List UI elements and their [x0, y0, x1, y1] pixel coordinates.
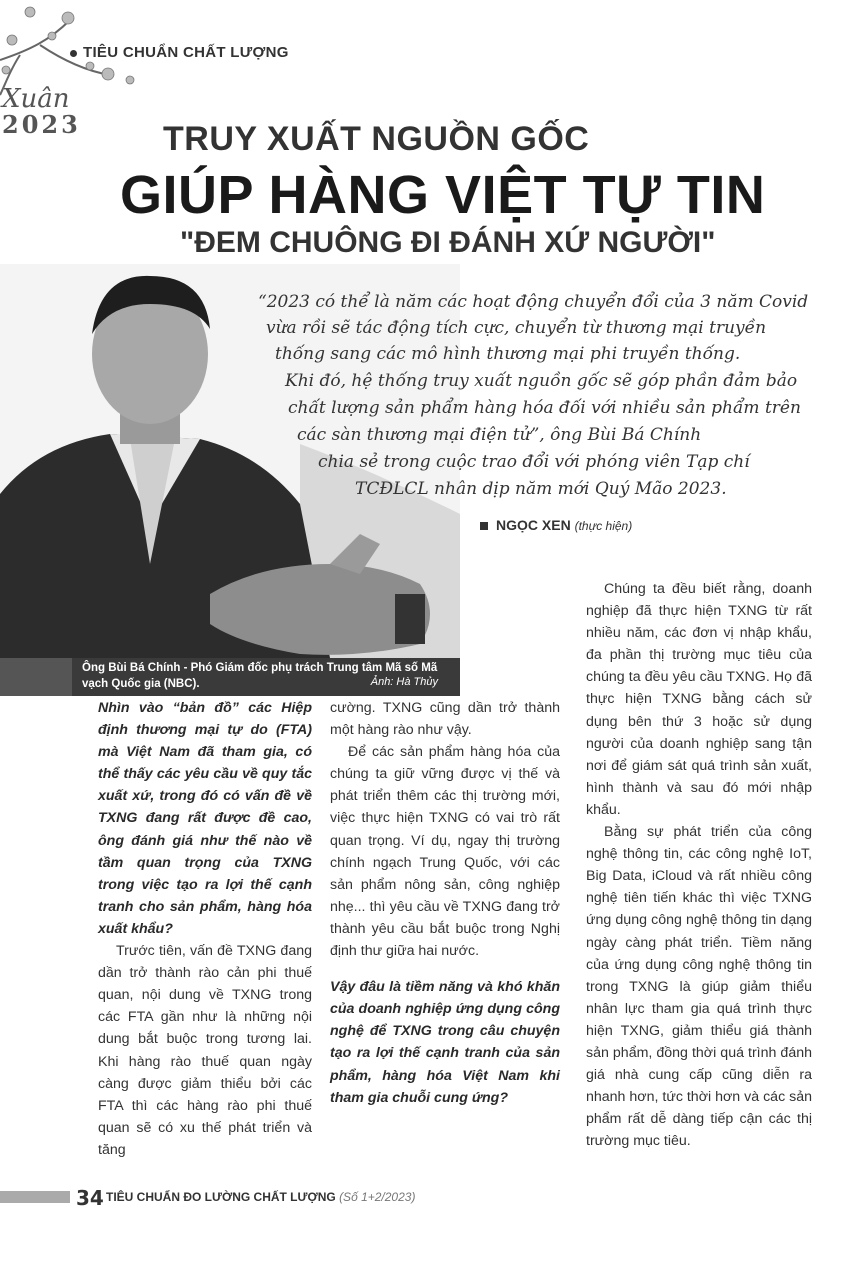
quote-line: vừa rồi sẽ tác động tích cực, chuyển từ thương mại truyền: [266, 318, 767, 338]
headline-line-2: GIÚP HÀNG VIỆT TỰ TIN: [120, 165, 766, 225]
quote-line: Khi đó, hệ thống truy xuất nguồn gốc sẽ góp phần đảm bảo: [285, 371, 798, 391]
page-number: 34: [76, 1186, 104, 1210]
bullet-icon: [70, 50, 77, 57]
photo-caption: Ông Bùi Bá Chính - Phó Giám đốc phụ trách Trung tâm Mã số Mã vạch Quốc gia (NBC).: [82, 662, 438, 690]
article-paragraph: Để các sản phẩm hàng hóa của chúng ta giữ vững được vị thế và phát triển thêm các thị trường mới, việc thực hiện TXNG có vai trò rất quan trọng. Ví dụ, ngay thị trường chính ngạch Trung Quốc, với các sản phẩm nông sản, công nghiệp nhẹ... thì yêu cầu về TXNG đang trở thành yêu cầu bắt buộc trong Nghị định thư giữa hai nước.: [330, 744, 560, 960]
quote-line: TCĐLCL nhân dịp năm mới Quý Mão 2023.: [355, 479, 727, 499]
quote-line: chia sẻ trong cuộc trao đổi với phóng viên Tạp chí: [318, 452, 750, 472]
author-role: (thực hiện): [574, 519, 633, 533]
magazine-name: [106, 1190, 415, 1204]
article-paragraph: Bằng sự phát triển của công nghệ thông tin, các công nghệ IoT, Big Data, iCloud và rất nhiều công nghệ tiên tiến khác thì việc TXNG ứng dụng công nghệ thông tin dạng ngày càng phát triển. Tiềm năng của ứng dụng công nghệ thông tin trong TXNG là giúp giảm thiểu nhân lực tham gia quá trình thực hiện TXNG, giảm thiểu giá thành sản phẩm, đồng thời quá trình đánh giá nhà cung cấp cũng diễn ra nhanh hơn, tức thời hơn và các sản phẩm rất dễ dàng tiếp cận các thị trường mục tiêu.: [586, 824, 812, 1150]
section-tag: [70, 44, 289, 61]
square-bullet-icon: [480, 522, 488, 530]
article-paragraph: Chúng ta đều biết rằng, doanh nghiệp đã thực hiện TXNG từ rất nhiều năm, các đơn vị nhập khẩu, đa phần thị trường mục tiêu của chúng ta đều yêu cầu TXNG. Họ đã thực hiện TXNG bằng cách sử dụng bên thứ 3 hoặc sử dụng người của doanh nghiệp sang tận nơi để giám sát quá trình sản xuất, hình thành và sau đó mới nhập khẩu.: [586, 581, 812, 818]
caption-tab: [0, 658, 72, 696]
photo-credit: Ảnh: Hà Thủy: [370, 676, 438, 688]
magazine-title: TIÊU CHUẨN ĐO LƯỜNG CHẤT LƯỢNG: [106, 1190, 336, 1204]
section-label: TIÊU CHUẨN CHẤT LƯỢNG: [83, 44, 289, 61]
interview-question: Nhìn vào “bản đồ” các Hiệp định thương mại tự do (FTA) mà Việt Nam đã tham gia, có thể thấy các yêu cầu về quy tắc xuất xứ, trong đó có vấn đề về TXNG đang rất được đề cao, ông đánh giá như thế nào về tầm quan trọng của TXNG trong việc tạo ra lợi thế cạnh tranh cho sản phẩm, hàng hóa xuất khẩu?: [98, 700, 312, 937]
interview-question: Vậy đâu là tiềm năng và khó khăn của doanh nghiệp ứng dụng công nghệ để TXNG trong câu chuyện tạo ra lợi thế cạnh tranh của sản phẩm, hàng hóa Việt Nam khi tham gia chuỗi cung ứng?: [330, 979, 560, 1106]
issue-number: (Số 1+2/2023): [339, 1190, 416, 1204]
footer-bar: [0, 1191, 70, 1203]
article-paragraph: cường. TXNG cũng dần trở thành một hàng rào như vậy.: [330, 700, 560, 739]
page-footer: [0, 1186, 865, 1208]
xuan-year: 2023: [2, 110, 81, 139]
xuan-word: Xuân: [2, 84, 70, 114]
article-column-1: [98, 697, 312, 1161]
quote-line: các sàn thương mại điện tử”, ông Bùi Bá Chính: [297, 425, 702, 445]
quote-line: “2023 có thể là năm các hoạt động chuyển đổi của 3 năm Covid: [258, 292, 809, 312]
article-column-2: [330, 697, 560, 1109]
article-column-3: [586, 578, 812, 1152]
quote-line: chất lượng sản phẩm hàng hóa đối với nhiều sản phẩm trên: [288, 398, 801, 418]
article-paragraph: Trước tiên, vấn đề TXNG đang dần trở thành rào cản phi thuế quan, nội dung về TXNG trong các FTA gần như là những nội dung bắt buộc trong tương lai. Khi hàng rào thuế quan ngày càng được giảm thiểu bởi các FTA thì các hàng rào phi thuế quan sẽ có xu thế phát triển và tăng: [98, 943, 312, 1158]
headline-line-3: "ĐEM CHUÔNG ĐI ĐÁNH XỨ NGƯỜI": [180, 226, 716, 259]
quote-line: thống sang các mô hình thương mại phi truyền thống.: [275, 344, 741, 364]
xuan-2023-decoration: [2, 86, 81, 138]
author-byline: [480, 517, 632, 533]
headline-line-1: TRUY XUẤT NGUỒN GỐC: [163, 120, 590, 158]
photo-caption-bar: [0, 658, 460, 696]
author-name: NGỌC XEN: [496, 517, 571, 533]
